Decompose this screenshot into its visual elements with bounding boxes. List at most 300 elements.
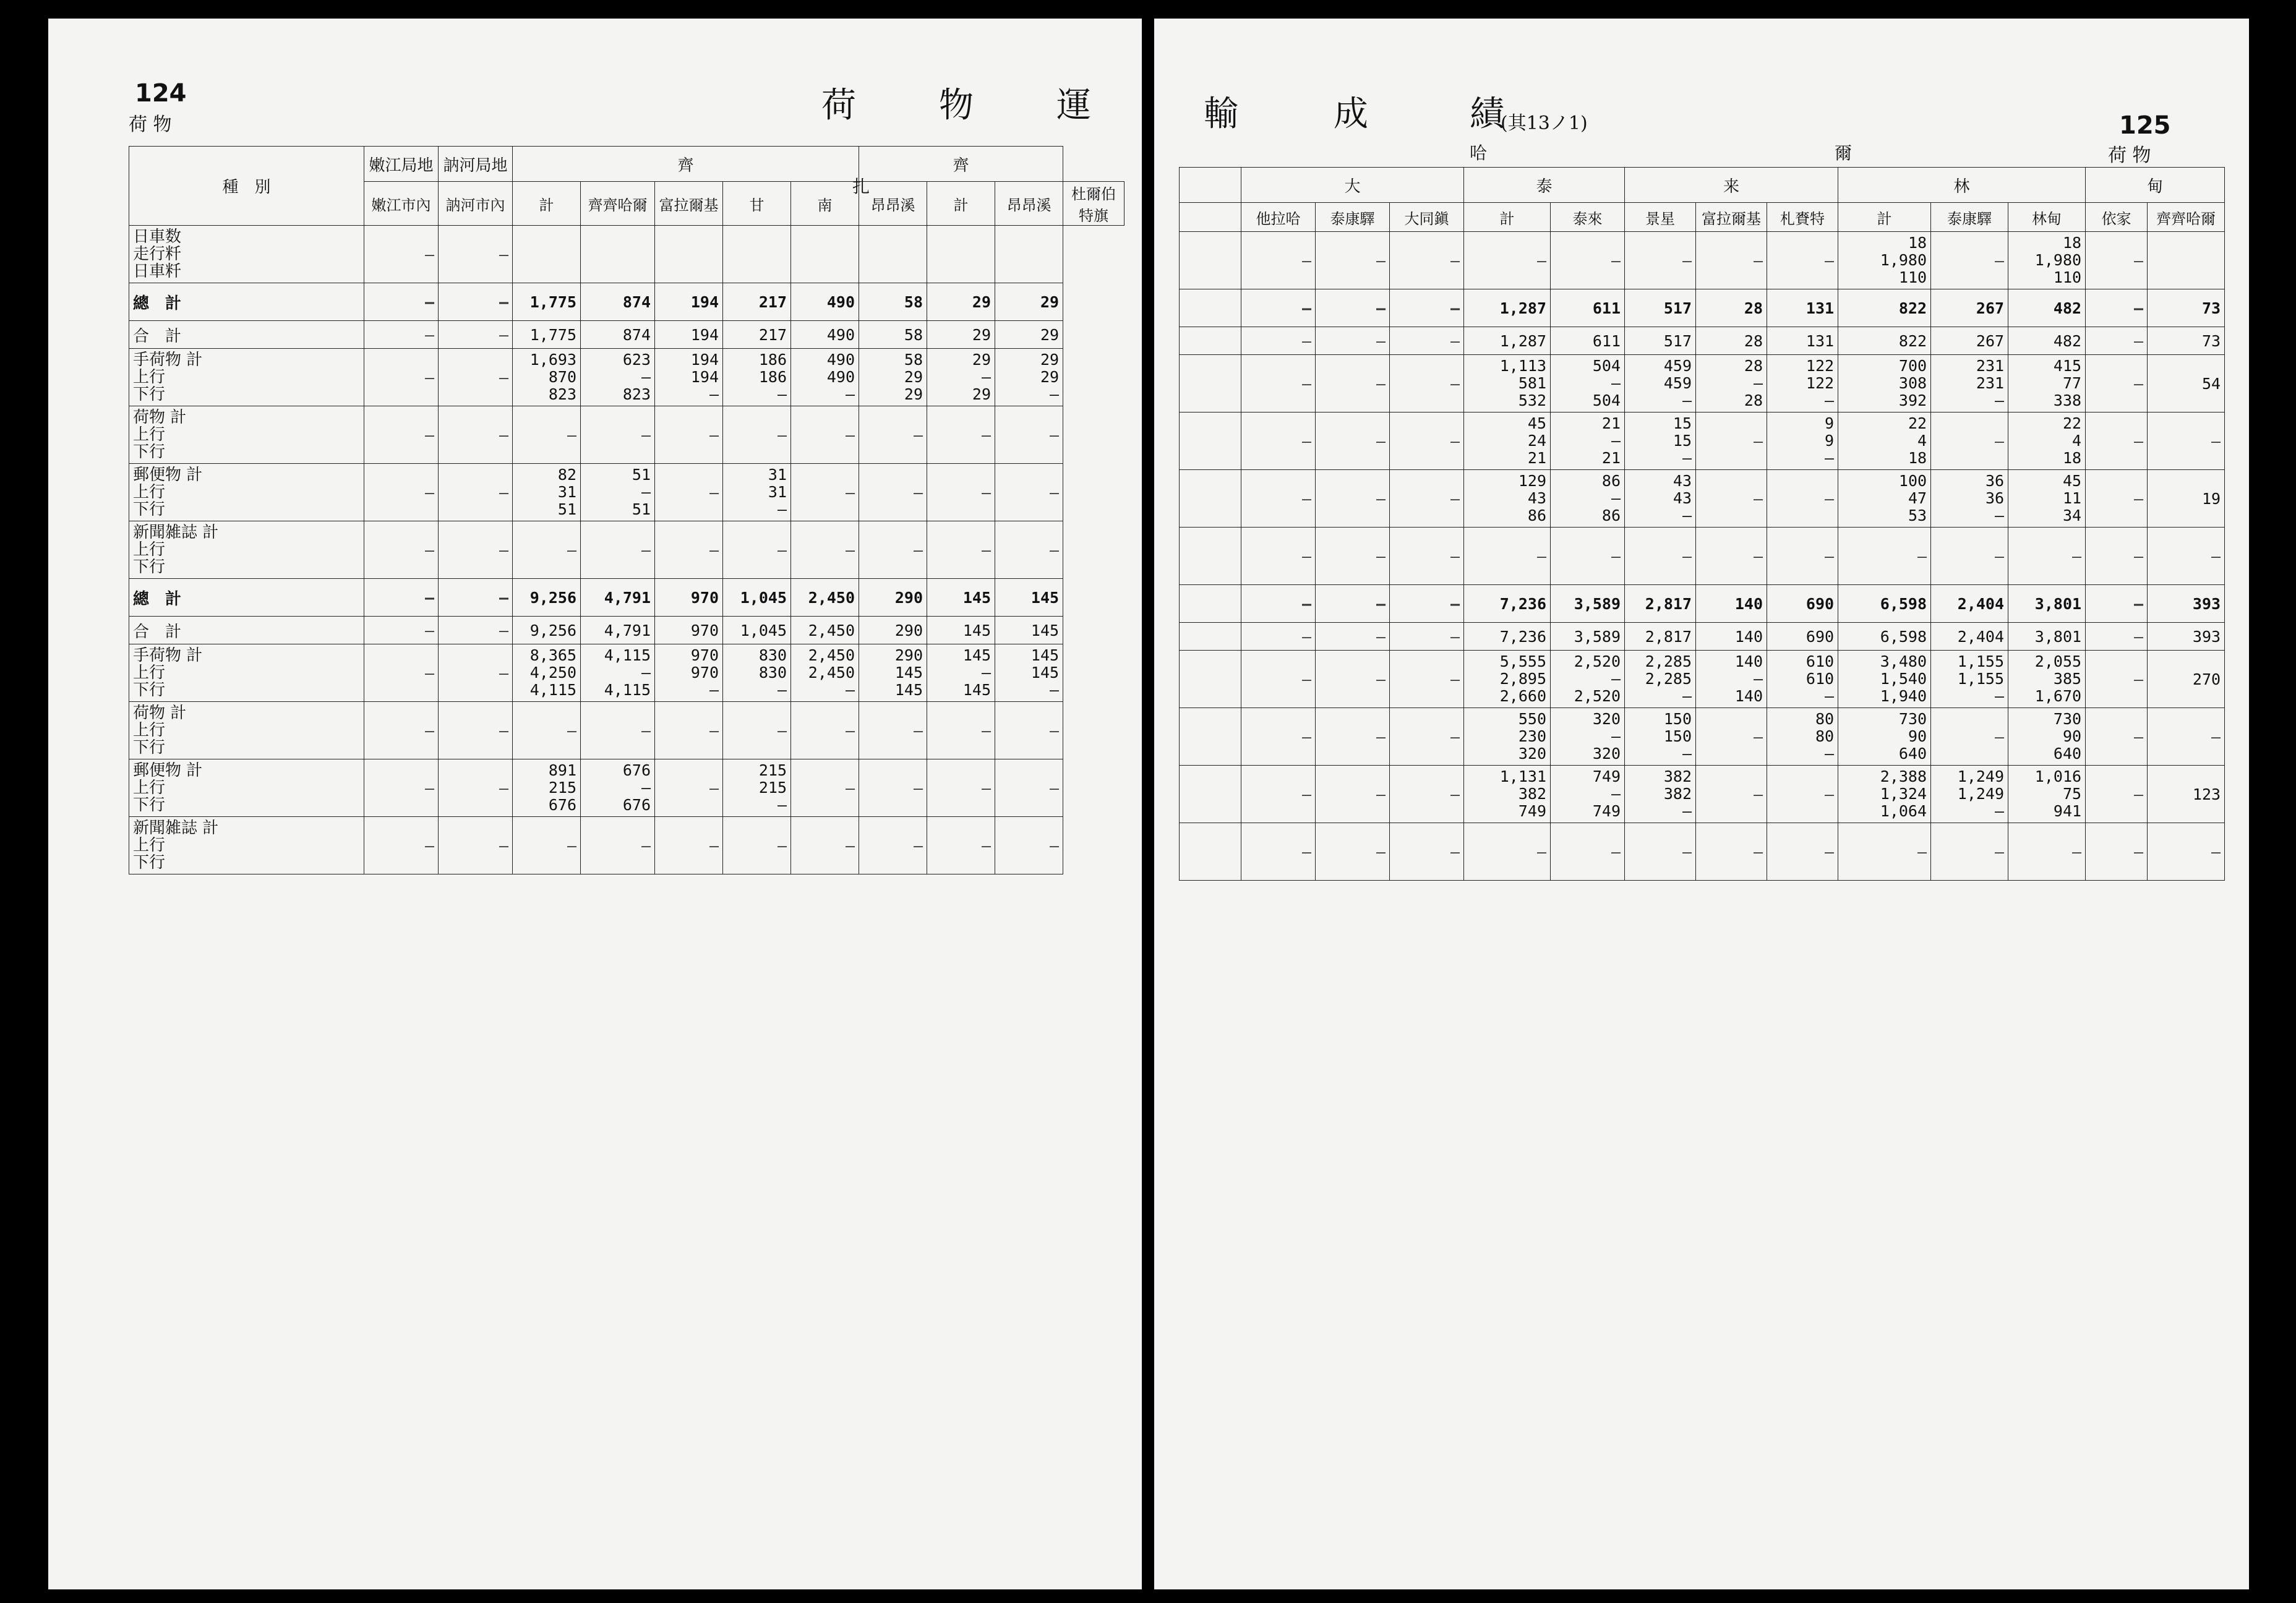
table-cell: — [2008, 528, 2086, 585]
table-cell: — [927, 702, 995, 759]
table-cell: 122 122 — [1767, 355, 1838, 413]
table-cell: — [791, 759, 859, 817]
table-cell: — [1390, 355, 1464, 413]
col-header: 計 [513, 182, 581, 226]
table-row [129, 226, 1124, 283]
table-cell: — [655, 521, 723, 579]
table-cell: — [1767, 232, 1838, 289]
table-cell: 2,404 [1931, 623, 2008, 651]
group-header-1: 齊 [513, 147, 859, 182]
table-cell: — [1767, 766, 1838, 823]
table-cell: 217 [723, 321, 791, 349]
table-cell: — [791, 702, 859, 759]
right-running-head: 荷 物 [2108, 145, 2151, 166]
table-cell: — [1241, 651, 1316, 708]
table-cell: — [1696, 823, 1767, 881]
table-cell: 7,236 [1464, 623, 1551, 651]
table-cell: — [859, 521, 927, 579]
row-label [1180, 413, 1241, 470]
left-data-table [129, 146, 1124, 874]
row-label [1180, 651, 1241, 708]
sub-group-5: 甸 [2086, 168, 2225, 203]
table-cell: — [995, 817, 1063, 874]
table-cell: — [859, 406, 927, 464]
table-cell: 9 9 — [1767, 413, 1838, 470]
table-cell: 3,801 [2008, 585, 2086, 623]
table-cell: 1,249 1,249 — [1931, 766, 2008, 823]
table-cell [581, 226, 655, 283]
table-cell: 2,817 [1625, 585, 1696, 623]
table-cell: — [364, 579, 439, 617]
table-cell: 874 [581, 321, 655, 349]
table-cell: — [1464, 232, 1551, 289]
table-cell: 393 [2148, 623, 2225, 651]
left-page [48, 19, 1142, 1589]
table-cell [927, 226, 995, 283]
table-cell: — [2086, 232, 2148, 289]
table-cell: 490 [791, 321, 859, 349]
table-cell: — [364, 702, 439, 759]
table-cell: — [2086, 413, 2148, 470]
table-cell: 80 80 — [1767, 708, 1838, 766]
col-header: 泰來 [1551, 203, 1625, 232]
table-cell: — [1931, 232, 2008, 289]
title-char-6: 績 [1470, 94, 1504, 134]
table-cell: — [581, 817, 655, 874]
col-header: 昂昂溪 [995, 182, 1063, 226]
col-header: 計 [927, 182, 995, 226]
table-cell: — [439, 349, 513, 406]
table-cell: 6,598 [1838, 623, 1931, 651]
col-header: 嫩江市內 [364, 182, 439, 226]
table-cell: — [1390, 289, 1464, 327]
table-cell: — [2148, 528, 2225, 585]
table-cell: 1,016 75 941 [2008, 766, 2086, 823]
right-group-1: 哈 [1470, 143, 1488, 163]
table-cell: 611 [1551, 327, 1625, 355]
table-cell: 822 [1838, 289, 1931, 327]
table-row [129, 702, 1124, 759]
table-cell: — [1316, 413, 1390, 470]
table-cell: 970 [655, 617, 723, 644]
sub-group-3: 来 [1625, 168, 1838, 203]
table-cell: — [1390, 528, 1464, 585]
table-cell: 1,131 382 749 [1464, 766, 1551, 823]
table-cell: — [1390, 651, 1464, 708]
table-cell: — [927, 817, 995, 874]
col-header: 景星 [1625, 203, 1696, 232]
table-cell: 231 231 — [1931, 355, 2008, 413]
table-cell: 320 — 320 [1551, 708, 1625, 766]
table-cell: — [1390, 232, 1464, 289]
table-cell: — [859, 759, 927, 817]
table-cell: 700 308 392 [1838, 355, 1931, 413]
table-cell: 874 [581, 283, 655, 321]
table-row [129, 521, 1124, 579]
table-cell: 73 [2148, 327, 2225, 355]
table-cell: 2,055 385 1,670 [2008, 651, 2086, 708]
table-cell: — [513, 521, 581, 579]
table-row [1180, 413, 2225, 470]
table-cell: — [1390, 413, 1464, 470]
table-cell: — [2086, 623, 2148, 651]
table-cell: — [927, 759, 995, 817]
row-label [1180, 585, 1241, 623]
col-header: 他拉哈 [1241, 203, 1316, 232]
table-cell: 830 830 — [723, 644, 791, 702]
table-cell: 1,775 [513, 321, 581, 349]
table-cell: 730 90 640 [1838, 708, 1931, 766]
table-cell: 217 [723, 283, 791, 321]
table-cell: 145 145 — [995, 644, 1063, 702]
table-cell [513, 226, 581, 283]
title-char-3: 運 [1056, 85, 1091, 126]
table-cell: 1,775 [513, 283, 581, 321]
table-cell: — [723, 406, 791, 464]
table-cell: — [1241, 327, 1316, 355]
table-cell: — [1316, 623, 1390, 651]
table-cell: 2,520 — 2,520 [1551, 651, 1625, 708]
table-cell: — [1551, 528, 1625, 585]
table-cell: 140 [1696, 585, 1767, 623]
table-cell: — [791, 521, 859, 579]
table-cell: — [2086, 585, 2148, 623]
row-label [1180, 623, 1241, 651]
table-cell [995, 226, 1063, 283]
table-cell: 7,236 [1464, 585, 1551, 623]
sub-group-4: 林 [1838, 168, 2086, 203]
table-cell: — [1241, 289, 1316, 327]
table-cell: — [364, 226, 439, 283]
table-cell: — [1316, 327, 1390, 355]
table-cell: 82 31 51 [513, 464, 581, 521]
table-cell: 29 [995, 321, 1063, 349]
table-row [129, 579, 1124, 617]
col-header: 林甸 [2008, 203, 2086, 232]
table-cell: 29 [927, 321, 995, 349]
table-row [1180, 289, 2225, 327]
table-cell: 482 [2008, 327, 2086, 355]
col-header: 昂昂溪 [859, 182, 927, 226]
table-cell: — [1931, 823, 2008, 881]
row-label [1180, 708, 1241, 766]
table-cell: 290 [859, 579, 927, 617]
title-char-2: 物 [939, 85, 974, 126]
table-row [1180, 708, 2225, 766]
table-cell: — [1241, 585, 1316, 623]
table-cell: — [1390, 585, 1464, 623]
table-cell: 8,365 4,250 4,115 [513, 644, 581, 702]
table-cell: 5,555 2,895 2,660 [1464, 651, 1551, 708]
table-cell: 623 — 823 [581, 349, 655, 406]
table-cell: 891 215 676 [513, 759, 581, 817]
table-cell: 1,155 1,155 — [1931, 651, 2008, 708]
table-cell: 31 31 — [723, 464, 791, 521]
row-label: 總 計 [129, 283, 364, 321]
table-cell: — [995, 464, 1063, 521]
table-cell: 2,450 2,450 — [791, 644, 859, 702]
table-cell: — [581, 406, 655, 464]
table-cell: — [995, 702, 1063, 759]
table-cell: — [364, 617, 439, 644]
table-cell: — [1316, 470, 1390, 528]
table-cell: — [1696, 528, 1767, 585]
table-cell: 393 [2148, 585, 2225, 623]
table-cell: — [2086, 289, 2148, 327]
table-cell: — [2086, 355, 2148, 413]
table-cell: — [995, 759, 1063, 817]
table-cell: 86 — 86 [1551, 470, 1625, 528]
table-cell: — [1241, 470, 1316, 528]
col-header: 杜爾伯特旗 [1063, 182, 1124, 226]
left-page-number: 124 [135, 79, 187, 108]
table-cell: — [995, 406, 1063, 464]
table-cell: 21 — 21 [1551, 413, 1625, 470]
table-cell: — [513, 702, 581, 759]
table-cell: 1,045 [723, 579, 791, 617]
table-cell: 690 [1767, 623, 1838, 651]
right-group-2: 爾 [1835, 143, 1853, 163]
row-label: 郵便物 計 上行 下行 [129, 464, 364, 521]
table-cell: — [1241, 355, 1316, 413]
row-label [1180, 327, 1241, 355]
table-cell: 610 610 — [1767, 651, 1838, 708]
table-cell: — [1931, 413, 2008, 470]
row-label: 手荷物 計 上行 下行 [129, 349, 364, 406]
table-cell: — [364, 464, 439, 521]
table-cell: 970 970 — [655, 644, 723, 702]
table-cell [791, 226, 859, 283]
row-label: 手荷物 計 上行 下行 [129, 644, 364, 702]
table-cell: — [2086, 708, 2148, 766]
table-cell: 482 [2008, 289, 2086, 327]
group-header-3: 齊 [859, 147, 1063, 182]
table-cell: 490 [791, 283, 859, 321]
table-cell: — [439, 521, 513, 579]
title-note: (其13ノ1) [1501, 113, 1588, 134]
col-header: 計 [1838, 203, 1931, 232]
table-cell: — [1696, 766, 1767, 823]
table-row [129, 464, 1124, 521]
table-cell: — [364, 349, 439, 406]
table-cell: — [2086, 528, 2148, 585]
table-cell: — [1464, 823, 1551, 881]
table-cell: — [1838, 823, 1931, 881]
table-cell: 131 [1767, 289, 1838, 327]
table-cell: — [1241, 823, 1316, 881]
header-category: 種 別 [129, 147, 364, 226]
table-cell: 129 43 86 [1464, 470, 1551, 528]
table-cell: 36 36 — [1931, 470, 2008, 528]
table-cell: 1,287 [1464, 327, 1551, 355]
table-cell: — [723, 817, 791, 874]
table-cell: — [655, 817, 723, 874]
table-cell: — [1696, 708, 1767, 766]
table-cell: 19 [2148, 470, 2225, 528]
table-cell: 215 215 — [723, 759, 791, 817]
table-cell: — [1464, 528, 1551, 585]
row-label: 合 計 [129, 617, 364, 644]
table-cell: 2,450 [791, 617, 859, 644]
title-char-5: 成 [1334, 94, 1368, 134]
table-cell: 131 [1767, 327, 1838, 355]
row-label: 新聞雑誌 計 上行 下行 [129, 521, 364, 579]
table-cell: 2,404 [1931, 585, 2008, 623]
table-cell: 2,817 [1625, 623, 1696, 651]
table-cell: 504 — 504 [1551, 355, 1625, 413]
table-cell: — [1241, 708, 1316, 766]
right-page-number: 125 [2119, 111, 2171, 140]
table-cell: 270 [2148, 651, 2225, 708]
table-cell: — [364, 521, 439, 579]
table-cell: — [439, 617, 513, 644]
row-label: 日車数 走行粁 日車粁 [129, 226, 364, 283]
table-cell: 45 11 34 [2008, 470, 2086, 528]
col-header: 計 [1464, 203, 1551, 232]
col-header: 甘 [723, 182, 791, 226]
table-cell: — [2148, 708, 2225, 766]
table-cell: 690 [1767, 585, 1838, 623]
table-cell: — [1241, 413, 1316, 470]
table-cell: — [723, 521, 791, 579]
table-cell: 28 [1696, 327, 1767, 355]
sub-group-2: 泰 [1464, 168, 1625, 203]
table-cell: — [439, 283, 513, 321]
row-label [1180, 766, 1241, 823]
table-cell: 3,589 [1551, 585, 1625, 623]
table-cell: — [655, 406, 723, 464]
table-row [1180, 355, 2225, 413]
table-cell: 267 [1931, 289, 2008, 327]
table-cell: 145 [927, 617, 995, 644]
table-cell: — [364, 644, 439, 702]
table-cell: — [364, 321, 439, 349]
table-cell [655, 226, 723, 283]
col-header: 齊齊哈爾 [2148, 203, 2225, 232]
table-cell: 382 382 — [1625, 766, 1696, 823]
row-label [1180, 289, 1241, 327]
table-cell: — [2008, 823, 2086, 881]
table-cell: — [1696, 470, 1767, 528]
table-cell: 2,388 1,324 1,064 [1838, 766, 1931, 823]
table-cell: — [1931, 708, 2008, 766]
table-cell: 970 [655, 579, 723, 617]
table-cell: — [995, 521, 1063, 579]
table-cell: 194 194 — [655, 349, 723, 406]
table-cell: 100 47 53 [1838, 470, 1931, 528]
table-cell: 415 77 338 [2008, 355, 2086, 413]
table-cell: — [439, 226, 513, 283]
table-cell: — [927, 464, 995, 521]
table-cell: 290 145 145 [859, 644, 927, 702]
table-cell: 54 [2148, 355, 2225, 413]
table-cell: — [927, 406, 995, 464]
table-cell: 2,285 2,285 — [1625, 651, 1696, 708]
table-cell: 749 — 749 [1551, 766, 1625, 823]
col-header: 依家 [2086, 203, 2148, 232]
table-row [129, 349, 1124, 406]
table-cell: 73 [2148, 289, 2225, 327]
table-cell: — [439, 579, 513, 617]
table-cell: — [1767, 823, 1838, 881]
table-cell [2148, 232, 2225, 289]
row-label: 新聞雑誌 計 上行 下行 [129, 817, 364, 874]
table-cell: 822 [1838, 327, 1931, 355]
table-cell: 290 [859, 617, 927, 644]
table-cell: 3,589 [1551, 623, 1625, 651]
table-cell: — [1767, 528, 1838, 585]
table-cell: — [1390, 708, 1464, 766]
table-cell: — [2086, 823, 2148, 881]
table-cell: — [2086, 651, 2148, 708]
table-cell: 186 186 — [723, 349, 791, 406]
table-cell: — [1931, 528, 2008, 585]
table-cell: — [1838, 528, 1931, 585]
row-label [1180, 470, 1241, 528]
table-cell: — [439, 817, 513, 874]
table-cell: 29 — 29 [927, 349, 995, 406]
table-row [129, 617, 1124, 644]
sub-group-1: 大 [1241, 168, 1464, 203]
table-cell: — [364, 283, 439, 321]
table-cell: 58 29 29 [859, 349, 927, 406]
group-header-2: 扎 [852, 176, 870, 197]
table-row [129, 321, 1124, 349]
table-cell [723, 226, 791, 283]
table-cell: 4,791 [581, 617, 655, 644]
table-cell: 194 [655, 321, 723, 349]
table-cell: — [655, 702, 723, 759]
table-cell: — [2148, 413, 2225, 470]
table-cell: — [1316, 766, 1390, 823]
table-row [1180, 232, 2225, 289]
table-cell: — [1241, 528, 1316, 585]
table-cell: 730 90 640 [2008, 708, 2086, 766]
table-cell: 123 [2148, 766, 2225, 823]
table-row [129, 406, 1124, 464]
table-cell: — [927, 521, 995, 579]
table-cell: — [1390, 823, 1464, 881]
table-cell: 18 1,980 110 [2008, 232, 2086, 289]
table-row [129, 817, 1124, 874]
table-cell: 29 [927, 283, 995, 321]
table-cell: — [581, 702, 655, 759]
table-cell: — [655, 464, 723, 521]
col-header: 富拉爾基 [1696, 203, 1767, 232]
table-row [129, 644, 1124, 702]
table-cell: — [513, 817, 581, 874]
row-label: 合 計 [129, 321, 364, 349]
table-cell: 51 — 51 [581, 464, 655, 521]
col-header: 訥河市內 [439, 182, 513, 226]
table-cell: — [513, 406, 581, 464]
row-label [1180, 232, 1241, 289]
table-row [1180, 528, 2225, 585]
table-cell: 58 [859, 321, 927, 349]
col-header: 齊齊哈爾 [581, 182, 655, 226]
row-label: 總 計 [129, 579, 364, 617]
table-cell: 459 459 — [1625, 355, 1696, 413]
table-row [1180, 651, 2225, 708]
table-cell: — [439, 464, 513, 521]
table-cell: 145 [995, 579, 1063, 617]
table-cell: 2,450 [791, 579, 859, 617]
table-cell: — [581, 521, 655, 579]
table-cell: 676 — 676 [581, 759, 655, 817]
table-cell: — [1241, 232, 1316, 289]
table-cell: — [1625, 823, 1696, 881]
table-row [1180, 623, 2225, 651]
